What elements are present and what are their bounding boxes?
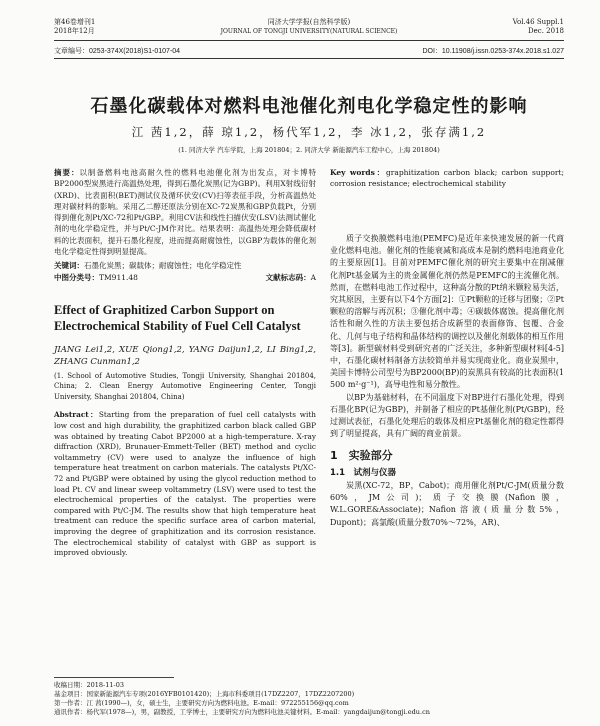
clc-label: 中图分类号： [54, 273, 99, 283]
article-rule [54, 58, 564, 59]
body-paragraph-1: 质子交换膜燃料电池(PEMFC)是近年来快速发展的新一代商业化燃料电池。催化剂的性能衰减和高成本是制约燃料电池商业化的主要原因[1]。目前对PEMFC催化剂的研究主要集中在削减催化剂Pt基金属为主的贵金属催化剂仍然是PEMFC的主流催化剂。然而，在燃料电池工作过程中，这种高分散的Pt纳米颗粒易失活，究其原因，主要有以下4个方面[2]：①Pt颗粒的迁移与团聚；②Pt颗粒的溶解与再沉积；③催化剂中毒；④碳载体腐蚀。提高催化剂活性和耐久性的方法主要包括合成新型的表面修饰、包覆、合金化、几何与电子结构和晶体结构的调控以及催化剂载体的相互作用等[3]。新型碳材料受到研究者的广泛关注，多种新型碳材料[4-5]中，石墨化碳材料制备方法较简单并易实现商业化。商业炭黑中，美国卡博特公司型号为BP2000(BP)的炭黑具有较高的比表面积(1 500 m²·g⁻¹)，高导电性和易分散性。 [330, 234, 564, 390]
authors-cn: 江 茜1,2，薛 琼1,2，杨代军1,2，李 冰1,2，张存满1,2 [131, 125, 487, 139]
issue-date-cn: 2018年12月 [54, 27, 95, 35]
body-paragraph-2: 以BP为基础材料，在不同温度下对BP进行石墨化处理，得到石墨化BP(记为GBP)，并制备了相应的Pt基催化剂(Pt/GBP)，经过测试表征，石墨化处理后的载体及相应Pt基催化剂的稳定性都得到了明显提高，具有广阔的商业前景。 [330, 392, 564, 439]
footnotes [54, 681, 564, 717]
clc-value: TM911.48 [99, 273, 138, 283]
abstract-cn-text: 以制备燃料电池高耐久性的燃料电池催化剂为出发点，对卡博特BP2000型炭黑进行高温热处理，得到石墨化炭黑(记为GBP)。利用X射线衍射(XRD)、比表面积(BET)测试仪及循环伏安(CV)扫等表征手段，分析高温热处理对碳材料的影响。采用乙二醇还原法分别在XC-72炭黑和GBP负载Pt，分别得到催化剂Pt/XC-72和Pt/GBP。利用CV法和线性扫描伏安(LSV)法测试催化剂的电化学稳定性，并与Pt/C-JM作对比。结果表明：高温热处理会降低碳材料的比表面积，提升石墨化程度，进而提高耐腐蚀性，以GBP为载体的催化剂电化学稳定性得到明显提高。 [54, 168, 317, 257]
title-cn: 石墨化碳载体对燃料电池催化剂电化学稳定性的影响 [90, 96, 528, 117]
keywords-en-text: graphitization carbon black; carbon support; corrosion resistance; electrochemical stability [330, 168, 564, 188]
right-column [330, 167, 564, 529]
header-rule [54, 40, 564, 41]
section-heading-experimental: 1 实验部分 [330, 449, 393, 463]
authors-en: JIANG Lei1,2, XUE Qiong1,2, YANG Daijun1,2, LI Bing1,2, ZHANG Cunman1,2 [54, 344, 316, 367]
keywords-cn-label: 关键词： [54, 261, 84, 271]
abstract-en-text: Starting from the preparation of fuel cell catalysts with low cost and high durability, the graphitized carbon black called GBP was obtained by treating Cabot BP2000 at a high-temperature. X-ray diffraction (XRD), Brunauer-Emmett-Teller (BET) method and cyclic voltammetry (CV) were used to analyze the influence of high temperature heat treatment on carbon materials. The catalysts Pt/XC-72 and Pt/GBP were obtained by using the glycol reduction method to load Pt. CV and linear sweep voltammetry (LSV) were used to test the electrochemical properties of the catalyst. The properties were compared with Pt/C-JM. The results show that high temperature heat treatment can reduce the specific surface area of carbon material, improving the degree of graphitization and its corrosion resistance. The electrochemical stability of catalyst with GBP as support is improved obviously. [54, 410, 316, 558]
abstract-cn-label: 摘要： [54, 168, 80, 177]
article-line [54, 46, 564, 56]
left-column [54, 167, 316, 559]
journal-name-cn: 同济大学学报(自然科学版) [267, 18, 351, 26]
footnote-rule [54, 677, 174, 678]
affiliation-en: (1. School of Automotive Studies, Tongji University, Shanghai 201804, China; 2. Clean Energy Automotive Engineering Center, Tongji University, Shanghai 201804, China) [54, 371, 316, 401]
subsection-heading-reagents: 1.1 试剂与仪器 [330, 468, 397, 479]
keywords-cn-text: 石墨化炭黑；碳载体；耐腐蚀性；电化学稳定性 [84, 261, 242, 271]
doc-code-label: 文献标志码： [265, 273, 311, 283]
doi: DOI：10.11908/j.issn.0253-374x.2018.s1.027 [422, 48, 564, 55]
header-right [513, 18, 564, 36]
journal-name-en: JOURNAL OF TONGJI UNIVERSITY(NATURAL SCIENCE) [220, 28, 398, 35]
first-author: 第一作者：江 茜(1990—)，女，硕士生，主要研究方向为燃料电池。E-mail：972255156@qq.com [54, 699, 349, 707]
fund-info: 基金项目：国家新能源汽车专项(2016YFB0101420)；上海市科委项目(17DZ2207，17DZ2207200) [54, 690, 355, 698]
classification [54, 272, 316, 284]
volume-issue: 第46卷增刊1 [54, 18, 96, 26]
doc-code-value: A [310, 273, 316, 283]
affiliation-cn: (1. 同济大学 汽车学院，上海 201804；2. 同济大学 新能源汽车工程中心，上海 201804) [178, 146, 440, 154]
keywords-cn [54, 260, 316, 272]
received-date: 收稿日期：2018-11-03 [54, 681, 124, 689]
abstract-cn [54, 167, 316, 257]
article-number: 文章编号：0253-374X(2018)S1-0107-04 [54, 48, 181, 55]
abstract-en [54, 410, 316, 558]
keywords-en-label: Key words： [330, 168, 386, 177]
running-header [54, 18, 564, 40]
keywords-en [330, 167, 564, 189]
header-center [54, 18, 564, 36]
abstract-en-label: Abstract： [54, 410, 99, 420]
issue-date-en: Dec. 2018 [528, 27, 564, 35]
volume-en: Vol.46 Suppl.1 [512, 18, 564, 26]
body-paragraph-3: 炭黑(XC-72，BP，Cabot)；商用催化剂Pt/C-JM(质量分数60%，JM公司)；质子交换膜(Nafion膜，W.L.GORE&Associate)；Nafion溶液(质量分数5%，Dupont)；高氯酸(质量分数70%～72%，AR)、 [330, 481, 564, 527]
title-en: Effect of Graphitized Carbon Support on Electrochemical Stability of Fuel Cell Catalyst [54, 302, 301, 333]
corresponding-author: 通讯作者：杨代军(1978—)，男，副教授，工学博士，主要研究方向为燃料电池关键材料。E-mail：yangdaijun@tongji.edu.cn [54, 708, 430, 716]
